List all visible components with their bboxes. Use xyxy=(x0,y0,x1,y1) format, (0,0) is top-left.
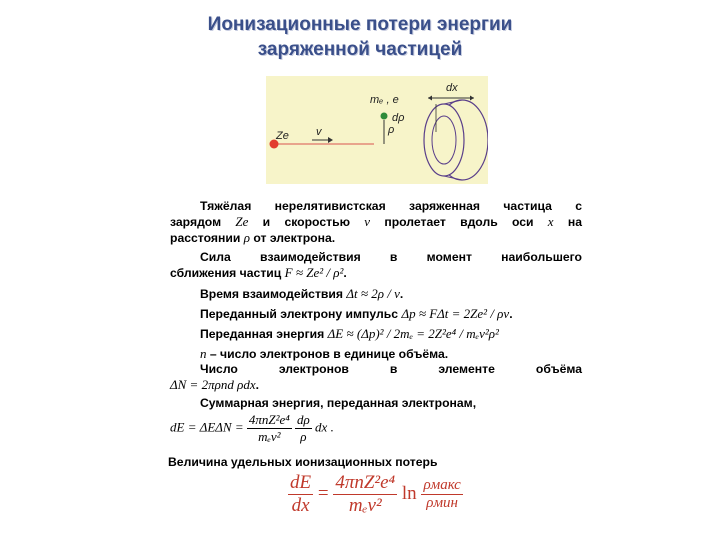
para2-line2: сближения частиц F ≈ Ze² / ρ². xyxy=(170,265,347,280)
para8-text: Суммарная энергия, переданная электронам, xyxy=(200,396,477,410)
para1-line3: расстоянии ρ от электрона. xyxy=(170,230,336,245)
slide-title xyxy=(0,12,720,62)
label-ze: Ze xyxy=(276,130,289,142)
para3: Время взаимодействия Δt ≈ 2ρ / v. xyxy=(200,286,404,301)
ionization-loss-formula: $\frac{dE}{dx}$ = $\frac{\text{4πnZ²e⁴}}{\text{mₑv²}}$ ln $\frac{\text{ρмакс}}{\text{ρмин}}$ xyxy=(290,472,461,516)
label-electron: mₑ , e xyxy=(370,94,399,106)
electron-dot xyxy=(381,113,388,120)
velocity-arrow-head xyxy=(328,137,333,143)
para2-line1: Сила взаимодействия в момент наибольшего xyxy=(200,250,582,264)
para7-line2: ΔN = 2πρnd ρdx. xyxy=(170,377,259,392)
para9-text: Величина удельных ионизационных потерь xyxy=(168,455,438,469)
cylinder-front xyxy=(424,104,464,176)
para7-line1: Число электронов в элементе объёма xyxy=(200,362,582,376)
interaction-figure xyxy=(266,76,488,184)
para6: n – число электронов в единице объёма. xyxy=(200,346,449,361)
para1-line1: Тяжёлая нерелятивистская заряженная частица с xyxy=(200,199,582,213)
title-line-2: заряженной частицей xyxy=(257,39,463,60)
para1-line2: зарядом Ze и скоростью v пролетает вдоль оси x на xyxy=(170,214,582,229)
label-velocity: v xyxy=(316,126,322,138)
label-rho: ρ xyxy=(388,124,395,136)
para8-formula: dE = ΔEΔN = $\frac{\text{4πnZ²e⁴}}{\text{mₑv²}}$ $\frac{d\rho}{\rho}$ dx . xyxy=(170,412,334,444)
label-drho: dρ xyxy=(392,112,405,124)
label-dx: dx xyxy=(446,82,458,94)
para4: Переданный электрону импульс Δp ≈ FΔt = 2Ze² / ρv. xyxy=(200,306,513,321)
para5: Переданная энергия ΔE ≈ (Δp)² / 2mₑ = 2Z²e⁴ / mₑv²ρ² xyxy=(200,326,499,341)
title-line-1: Ионизационные потери энергии xyxy=(207,14,513,35)
